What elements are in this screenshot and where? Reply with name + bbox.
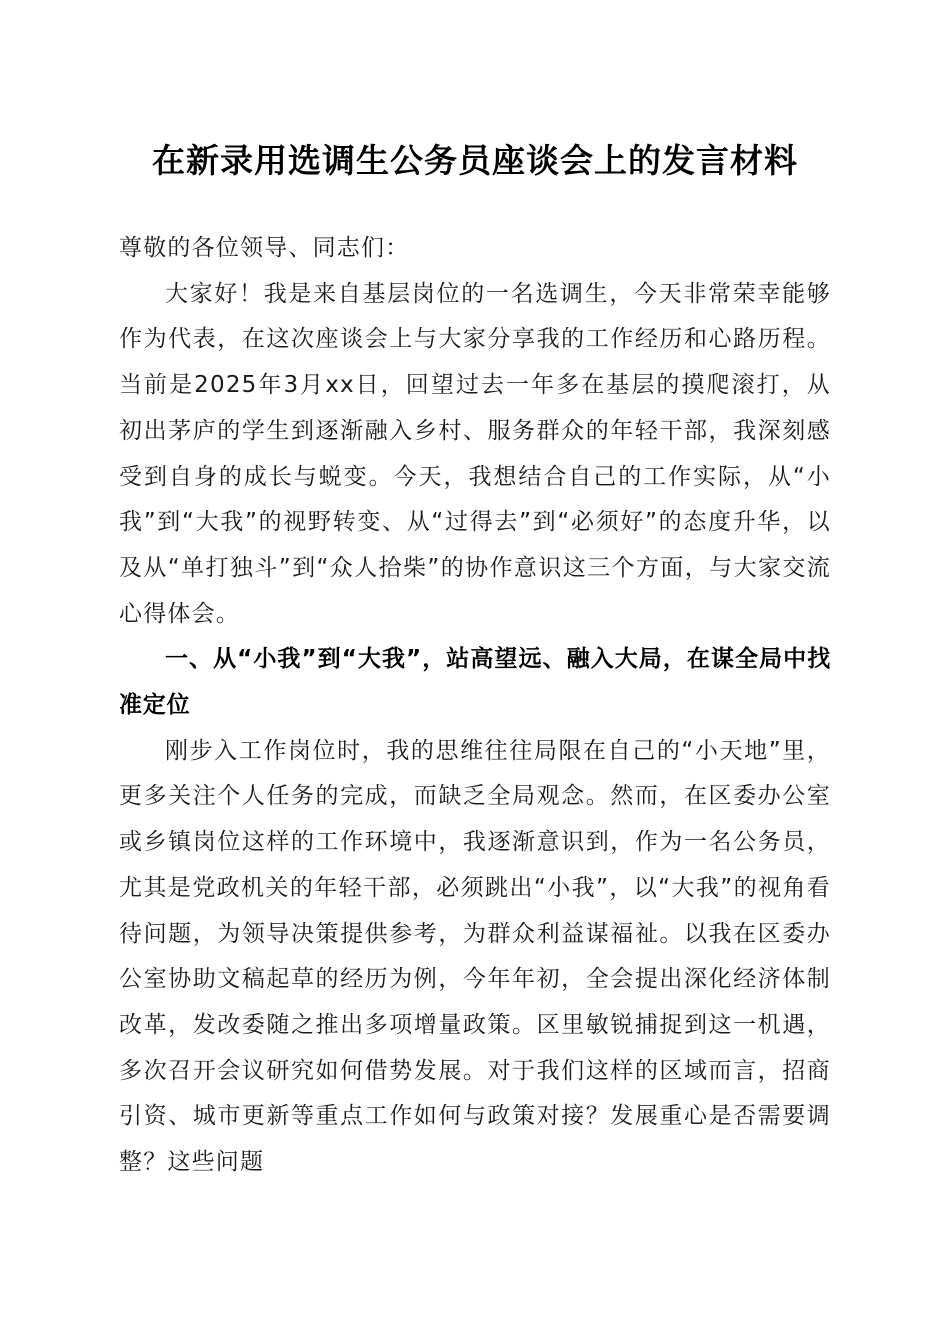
section-1-paragraph: 刚步入工作岗位时，我的思维往往局限在自己的“小天地”里，更多关注个人任务的完成，而缺乏全局观念。然而，在区委办公室或乡镇岗位这样的工作环境中，我逐渐意识到，作为一名公务员，尤其是党政机关的年轻干部，必须跳出“小我”，以“大我”的视角看待问题，为领导决策提供参考，为群众利益谋福祉。以我在区委办公室协助文稿起草的经历为例，今年年初，全会提出深化经济体制改革，发改委随之推出多项增量政策。区里敏锐捕捉到这一机遇，多次召开会议研究如何借势发展。对于我们这样的区域而言，招商引资、城市更新等重点工作如何与政策对接？发展重心是否需要调整？这些问题 [119, 737, 831, 1176]
salutation: 尊敬的各位领导、同志们： [119, 235, 410, 261]
section-heading-1: 一、从“小我”到“大我”，站高望远、融入大局，在谋全局中找准定位 [119, 646, 831, 719]
intro-paragraph: 大家好！我是来自基层岗位的一名选调生，今天非常荣幸能够作为代表，在这次座谈会上与大家分享我的工作经历和心路历程。当前是2025年3月xx日，回望过去一年多在基层的摸爬滚打，从初出茅庐的学生到逐渐融入乡村、服务群众的年轻干部，我深刻感受到自身的成长与蜕变。今天，我想结合自己的工作实际，从“小我”到“大我”的视野转变、从“过得去”到“必须好”的态度升华，以及从“单打独斗”到“众人拾柴”的协作意识这三个方面，与大家交流心得体会。 [119, 280, 831, 627]
document-body [119, 226, 831, 1186]
document-title: 在新录用选调生公务员座谈会上的发言材料 [152, 141, 798, 180]
